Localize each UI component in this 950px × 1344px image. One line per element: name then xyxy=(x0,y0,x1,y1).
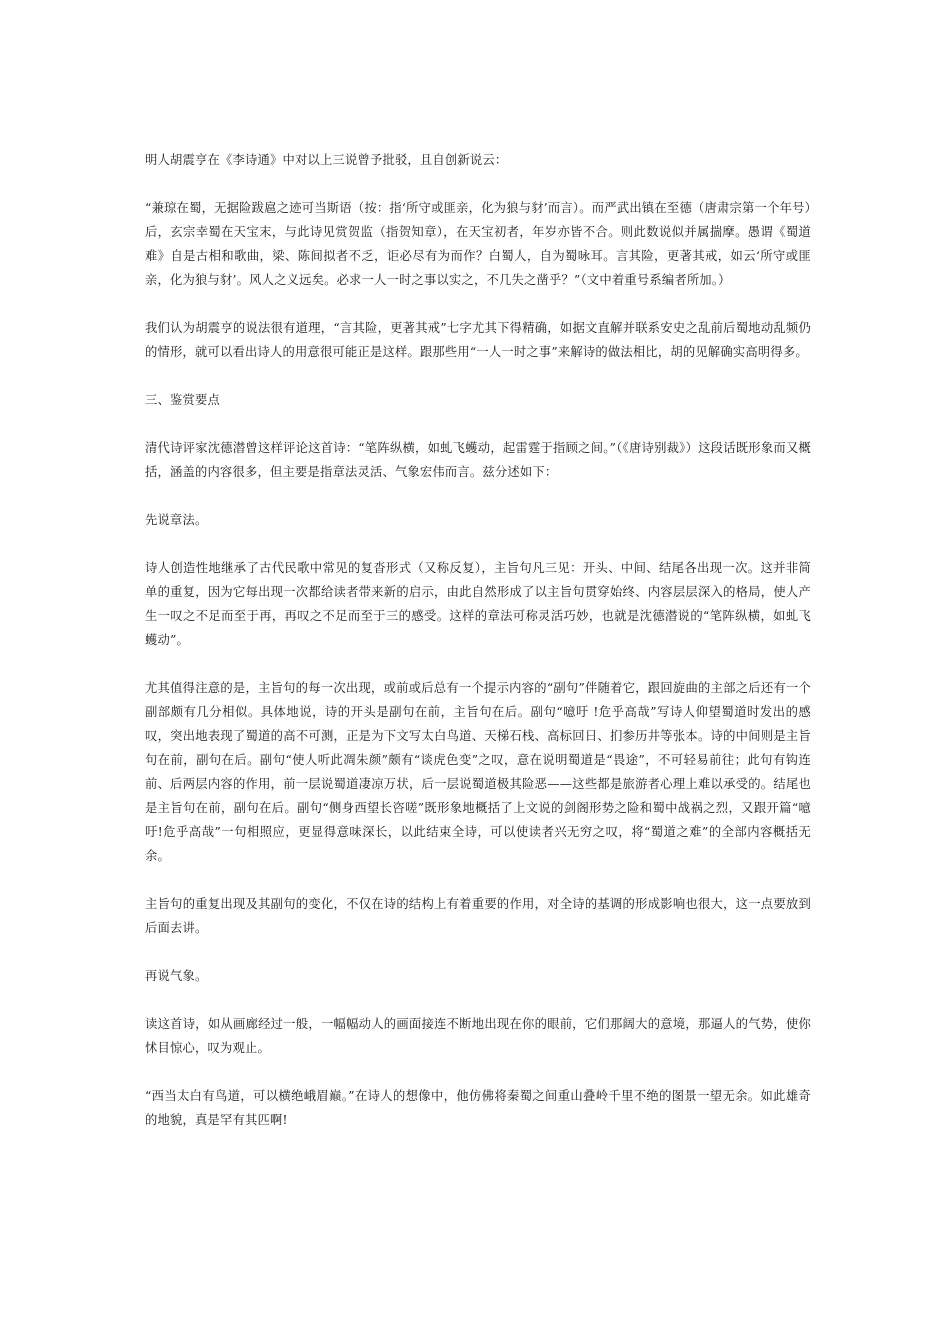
paragraph-structure: 诗人创造性地继承了古代民歌中常见的复沓形式（又称反复），主旨句凡三见：开头、中间、结尾各出现一次。这并非简单的重复，因为它每出现一次都给读者带来新的启示，由此自然形成了以主旨句贯穿始终、内容层层深入的格局，使人产生一叹之不足而至于再，再叹之不足而至于三的感受。这样的章法可称灵活巧妙，也就是沈德潜说的“笔阵纵横，如虬飞蠖动”。 xyxy=(145,561,811,647)
section-heading: 三、鉴赏要点 xyxy=(145,393,220,407)
document-body xyxy=(145,148,811,1156)
paragraph-quote-hu: “兼琼在蜀，无据险跋扈之迹可当斯语（按：指‘所守或匪亲，化为狼与豺’而言）。而严武出镇在至德（唐肃宗第一个年号）后，玄宗幸蜀在天宝末，与此诗见赏贺监（指贺知章），在天宝初者，年岁亦皆不合。则此数说似并属揣摩。愚谓《蜀道难》自是古相和歌曲，梁、陈间拟者不乏，讵必尽有为而作？白蜀人，自为蜀咏耳。言其险，更著其戒，如云‘所守或匪亲，化为狼与豺’。风人之义远矣。必求一人一时之事以实之，不几失之凿乎？”（文中着重号系编者所加。） xyxy=(145,201,811,287)
paragraph-atmosphere-title: 再说气象。 xyxy=(145,969,208,983)
paragraph-repetition: 主旨句的重复出现及其副句的变化，不仅在诗的结构上有着重要的作用，对全诗的基调的形成影响也很大，这一点要放到后面去讲。 xyxy=(145,897,811,935)
paragraph-commentary: 我们认为胡震亨的说法很有道理，“言其险，更著其戒”七字尤其下得精确，如据文直解并联系安史之乱前后蜀地动乱频仍的情形，就可以看出诗人的用意很可能正是这样。跟那些用“一人一时之事”来解诗的做法相比，胡的见解确实高明得多。 xyxy=(145,321,811,359)
paragraph-shen-deqian: 清代诗评家沈德潜曾这样评论这首诗：“笔阵纵横，如虬飞蠖动，起雷霆于指顾之间。”（《唐诗别裁》）这段话既形象而又概括，涵盖的内容很多，但主要是指章法灵活、气象宏伟而言。兹分述如下： xyxy=(145,441,811,479)
paragraph-intro: 明人胡震亨在《李诗通》中对以上三说曾予批驳，且自创新说云： xyxy=(145,153,508,167)
paragraph-taibai: “西当太白有鸟道，可以横绝峨眉巅。”在诗人的想像中，他仿佛将秦蜀之间重山叠岭千里不绝的图景一望无余。如此雄奇的地貌，真是罕有其匹啊! xyxy=(145,1089,811,1127)
paragraph-subsentence: 尤其值得注意的是，主旨句的每一次出现，或前或后总有一个提示内容的“副句”伴随着它，跟回旋曲的主部之后还有一个副部颇有几分相似。具体地说，诗的开头是副句在前，主旨句在后。副句“噫吁 !危乎高哉”写诗人仰望蜀道时发出的感叹，突出地表现了蜀道的高不可测，正是为下文写太白鸟道、天梯石栈、高标回日、扪参历井等张本。诗的中间则是主旨句在前，副句在后。副句“使人听此凋朱颜”颇有“谈虎色变”之叹，意在说明蜀道是“畏途”，不可轻易前往；此句有钩连前、后两层内容的作用，前一层说蜀道凄凉万状，后一层说蜀道极其险恶——这些都是旅游者心理上难以承受的。结尾也是主旨句在前，副句在后。副句“侧身西望长咨嗟”既形象地概括了上文说的剑阁形势之险和蜀中战祸之烈，又跟开篇“噫吁!危乎高哉”一句相照应，更显得意味深长，以此结束全诗，可以使读者兴无穷之叹，将“蜀道之难”的全部内容概括无余。 xyxy=(145,681,811,863)
paragraph-gallery: 读这首诗，如从画廊经过一般，一幅幅动人的画面接连不断地出现在你的眼前，它们那阔大的意境，那逼人的气势，使你怵目惊心，叹为观止。 xyxy=(145,1017,811,1055)
paragraph-structure-title: 先说章法。 xyxy=(145,513,208,527)
